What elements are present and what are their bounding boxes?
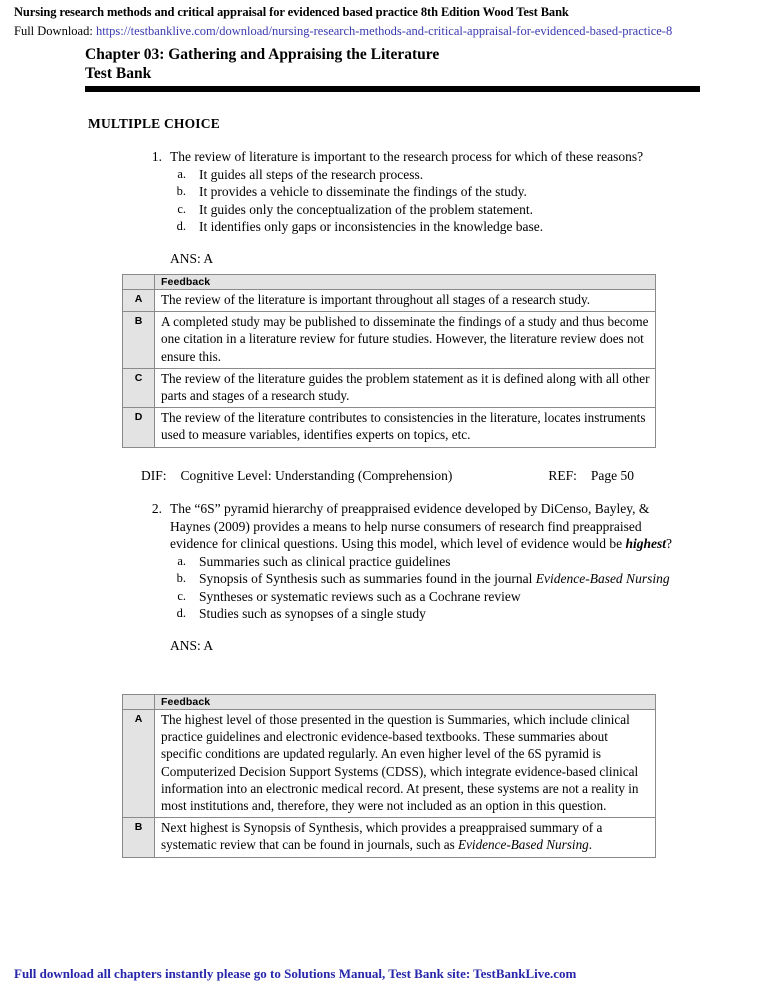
- table-row: [123, 368, 656, 407]
- option-text: It guides all steps of the research process.: [199, 166, 424, 182]
- question-1-options: [170, 166, 670, 236]
- option-text: It provides a vehicle to disseminate the findings of the study.: [199, 184, 527, 199]
- table-row: [123, 408, 656, 447]
- header-feedback: Feedback: [155, 275, 656, 290]
- header-letter-blank: [123, 275, 155, 290]
- feedback-text: Next highest is Synopsis of Synthesis, which provides a preappraised summary of a systematic review that can be found in journals, such as: [161, 820, 603, 853]
- feedback-table-1: [122, 274, 656, 448]
- download-link[interactable]: https://testbanklive.com/download/nursing-research-methods-and-critical-appraisal-for-evidenced-based-practice-8: [95, 24, 673, 38]
- table-row: [123, 818, 656, 857]
- option-text: It identifies only gaps or inconsistencies in the knowledge base.: [199, 219, 544, 234]
- feedback-letter: D: [123, 408, 155, 447]
- option-text-italic: Evidence-Based Nursing: [535, 571, 670, 586]
- question-2-answer: ANS: A: [170, 637, 214, 653]
- ref-label: REF:: [548, 468, 577, 483]
- feedback-text-tail: .: [588, 837, 593, 853]
- feedback-letter: A: [123, 710, 155, 818]
- option-letter: b.: [176, 184, 186, 198]
- question-1-option-c[interactable]: [170, 201, 670, 219]
- question-1-number: 1.: [151, 149, 162, 164]
- dif-value: Cognitive Level: Understanding (Comprehension): [180, 468, 453, 483]
- dif-label: DIF:: [141, 468, 167, 483]
- banner-title: Nursing research methods and critical appraisal for evidenced based practice 8th Edition Wood Test Bank: [14, 5, 569, 19]
- feedback-text: The review of the literature guides the problem statement as it is defined along with all other parts and stages of a research study.: [155, 368, 656, 407]
- download-label: Full Download:: [14, 24, 93, 38]
- header-letter-blank: [123, 695, 155, 710]
- footer-download-note[interactable]: Full download all chapters instantly please go to Solutions Manual, Test Bank site: TestBankLive.com: [14, 966, 577, 981]
- stem-emphasis: highest: [625, 536, 667, 551]
- option-letter: d.: [176, 219, 186, 233]
- table-header-row: [123, 275, 656, 290]
- question-2-stem: [170, 500, 672, 553]
- option-text: Synopsis of Synthesis such as summaries found in the journal: [199, 571, 536, 586]
- question-1-option-d[interactable]: [170, 218, 670, 236]
- question-2-option-c[interactable]: [170, 588, 672, 606]
- question-2-options: [170, 553, 672, 623]
- feedback-text: The review of the literature contributes to consistencies in the literature, locates instruments used to measure variables, identifies experts on topics, etc.: [155, 408, 656, 447]
- option-letter: a.: [177, 166, 186, 181]
- question-1-option-b[interactable]: [170, 183, 670, 201]
- question-2-option-a[interactable]: [170, 553, 672, 571]
- table-row: [123, 312, 656, 369]
- question-1-option-a[interactable]: [170, 166, 670, 184]
- feedback-text: The highest level of those presented in the question is Summaries, which include clinical practice guidelines and electronic evidence-based textbooks. These summaries about specific conditions are updated regularly. An even higher level of the 6S pyramid is Computerized Decision Support Systems (CDSS), which integrate evidence-based clinical information into an electronic medical record. At present, these systems are not a reality in most institutions and, therefore, they were not included as an option in this question.: [155, 710, 656, 818]
- question-2-number: 2.: [151, 501, 162, 516]
- question-1-dif-ref-line: [141, 468, 634, 484]
- feedback-text: The review of the literature is important throughout all stages of a research study.: [155, 290, 656, 312]
- ref-value: Page 50: [590, 468, 634, 483]
- option-letter: c.: [177, 588, 186, 603]
- question-1-answer: ANS: A: [170, 250, 214, 266]
- chapter-subtitle: Test Bank: [85, 65, 152, 82]
- section-label-multiple-choice: MULTIPLE CHOICE: [88, 116, 220, 131]
- option-text: It guides only the conceptualization of the problem statement.: [199, 201, 534, 217]
- stem-part-2: ?: [666, 536, 673, 551]
- table-header-row: [123, 695, 656, 710]
- banner-download-line: [14, 24, 672, 38]
- option-text: Syntheses or systematic reviews such as a Cochrane review: [199, 588, 521, 604]
- option-letter: b.: [176, 571, 186, 585]
- option-letter: c.: [177, 201, 186, 216]
- option-text: Summaries such as clinical practice guidelines: [199, 553, 451, 569]
- chapter-heading: Chapter 03: Gathering and Appraising the Literature: [85, 46, 440, 63]
- table-row: [123, 710, 656, 818]
- question-1: [140, 148, 670, 267]
- header-feedback: Feedback: [155, 695, 656, 710]
- table-row: [123, 290, 656, 312]
- feedback-text-composite: [155, 818, 656, 857]
- option-letter: d.: [176, 606, 186, 620]
- feedback-text: A completed study may be published to disseminate the findings of a study and thus become one citation in a literature review for future studies. However, the literature review does not ensure this.: [155, 312, 656, 369]
- feedback-letter: B: [123, 312, 155, 369]
- question-2: [140, 500, 672, 654]
- heading-rule: [85, 86, 700, 92]
- feedback-text-italic: Evidence-Based Nursing: [458, 837, 589, 853]
- feedback-table-2: [122, 694, 656, 858]
- feedback-letter: C: [123, 368, 155, 407]
- feedback-letter: B: [123, 818, 155, 857]
- option-letter: a.: [177, 553, 186, 568]
- feedback-letter: A: [123, 290, 155, 312]
- question-2-option-b[interactable]: [170, 570, 672, 588]
- question-1-stem: The review of literature is important to the research process for which of these reasons?: [170, 149, 644, 164]
- option-text: Studies such as synopses of a single study: [199, 606, 426, 621]
- stem-part-1: The “6S” pyramid hierarchy of preappraised evidence developed by DiCenso, Bayley, & Haynes (2009) provides a means to help nurse consumers of research find preappraised evidence for clinical questions. Using this model, which level of evidence would be: [170, 501, 650, 551]
- question-2-option-d[interactable]: [170, 605, 672, 623]
